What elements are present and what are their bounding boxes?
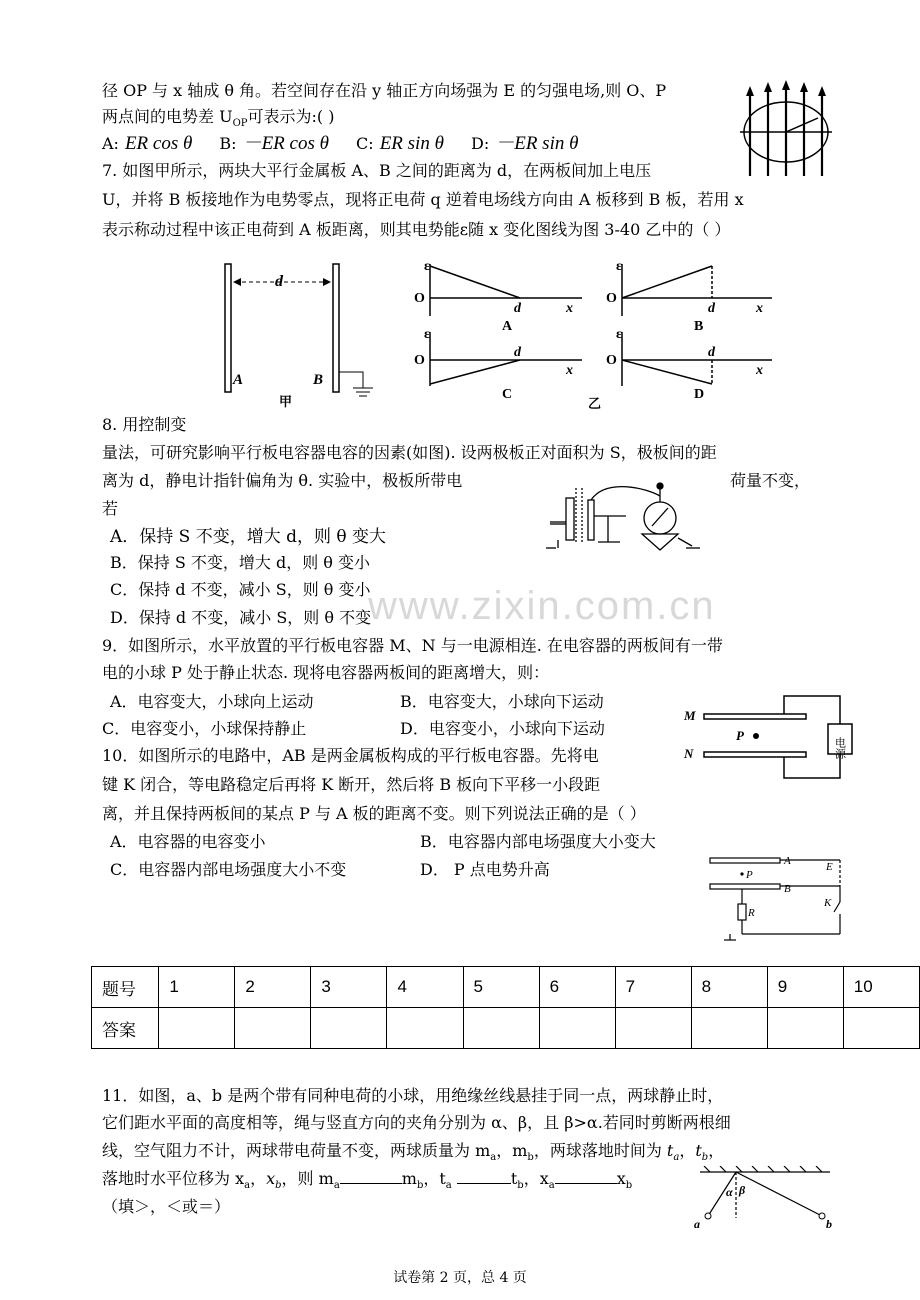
q7-axis-y-c: ε (424, 327, 430, 342)
q10-label-k: K (824, 897, 832, 909)
q6-options: A: ER cos θ B: －ER cos θ C: ER sin θ D: －ER sin θ (102, 133, 579, 154)
q9-source-label: 电源 (833, 737, 847, 759)
q11-blank-time[interactable] (457, 1169, 511, 1184)
q7-axis-y-b: ε (616, 259, 622, 274)
q7-axis-x-b: x (756, 301, 763, 316)
q7-axis-y-d: ε (616, 327, 622, 342)
q11-alpha-label: α (726, 1185, 733, 1199)
q7-caption-right: 乙 (588, 396, 602, 411)
q7-graph-label-a: A (502, 319, 513, 334)
page-footer: 试卷第 2 页，总 4 页 (393, 1270, 527, 1286)
q10-label-r: R (748, 907, 755, 919)
q7-origin-c: O (414, 353, 425, 368)
q10-option-d: D． P 点电势升高 (420, 860, 550, 879)
q11-ball-a-label: a (694, 1217, 700, 1231)
q8-line2: 量法，可研究影响平行板电容器电容的因素(如图). 设两极板正对面积为 S，极板间的距 (102, 443, 717, 462)
q7-d-c: d (514, 345, 521, 360)
q8-option-c: C．保持 d 不变，减小 S，则 θ 变小 (110, 580, 371, 599)
q7-axis-x-d: x (756, 363, 763, 378)
answer-cell[interactable] (615, 1008, 691, 1049)
q10-option-c: C．电容器内部电场强度大小不变 (110, 860, 347, 879)
q11-ball-b-label: b (826, 1217, 832, 1231)
answer-table-cell-number: 9 (767, 967, 843, 1008)
q9-option-c: C．电容变小，小球保持静止 (102, 719, 307, 738)
q6-line1: 径 OP 与 x 轴成 θ 角。若空间存在沿 y 轴正方向场强为 E 的匀强电场,则 O、P (102, 81, 667, 100)
q7-line1: 7. 如图甲所示，两块大平行金属板 A、B 之间的距离为 d，在两板间加上电压 (102, 161, 652, 180)
answer-cell[interactable] (767, 1008, 843, 1049)
q7-axis-x-a: x (566, 301, 573, 316)
q10-line1: 10．如图所示的电路中，AB 是两金属板构成的平行板电容器。先将电 (102, 746, 599, 765)
answer-cell[interactable] (235, 1008, 311, 1049)
answer-cell[interactable] (691, 1008, 767, 1049)
answer-table-cell-number: 8 (691, 967, 767, 1008)
watermark: www.zixin.com.cn (368, 584, 716, 628)
q10-label-p: P (746, 869, 753, 881)
q8-option-a: A．保持 S 不变，增大 d，则 θ 变大 (110, 527, 387, 547)
q10-circuit-figure (700, 848, 850, 946)
q9-line2: 电的小球 P 处于静止状态. 现将电容器两板间的距离增大，则： (102, 663, 550, 682)
q7-gap-label: d (275, 273, 283, 290)
answer-table-cell-number: 6 (539, 967, 615, 1008)
answer-table-row-numbers (92, 967, 920, 1008)
answer-table-header-number: 题号 (92, 967, 159, 1008)
q8-line1: 8. 用控制变 (102, 415, 187, 434)
q7-origin-b: O (606, 291, 617, 306)
q11-line2: 它们距水平面的高度相等，绳与竖直方向的夹角分别为 α、β，且 β>α.若同时剪断两根细 (102, 1113, 731, 1132)
q11-blank-distance[interactable] (555, 1169, 617, 1184)
q10-option-b: B．电容器内部电场强度大小变大 (420, 832, 656, 851)
q9-label-m: M (684, 708, 696, 723)
answer-table-cell-number: 7 (615, 967, 691, 1008)
q11-line1: 11．如图，a、b 是两个带有同种电荷的小球，用绝缘丝线悬挂于同一点，两球静止时， (102, 1086, 724, 1105)
answer-cell[interactable] (159, 1008, 235, 1049)
q10-option-a: A．电容器的电容变小 (110, 832, 266, 851)
q10-label-e: E (826, 861, 833, 873)
q7-graphs-figure (412, 258, 792, 413)
answer-table-cell-number: 3 (311, 967, 387, 1008)
q6-line2: 两点间的电势差 $U_{OP}$可表示为:( ) (102, 107, 335, 130)
q9-capacitor-figure (680, 692, 860, 784)
q7-graph-label-d: D (694, 387, 705, 402)
q11-line3: 线，空气阻力不计，两球带电荷量不变，两球质量为 $m_a$，$m_b$，两球落地时间为 $t_a$，$t_b$， (102, 1141, 725, 1164)
q7-d-a: d (514, 301, 521, 316)
answer-cell[interactable] (463, 1008, 539, 1049)
q7-caption-left: 甲 (279, 395, 293, 408)
q8-electroscope-figure (536, 478, 712, 558)
q11-pendulum-figure (690, 1166, 840, 1232)
answer-table-cell-number: 1 (159, 967, 235, 1008)
answer-table-row-answers (92, 1008, 920, 1049)
q10-line3: 离，并且保持两板间的某点 P 与 A 板的距离不变。则下列说法正确的是（ ） (102, 804, 646, 823)
answer-table-header-answer: 答案 (92, 1008, 159, 1049)
answer-cell[interactable] (539, 1008, 615, 1049)
answer-table-cell-number: 2 (235, 967, 311, 1008)
q10-line2: 键 K 闭合，等电路稳定后再将 K 断开，然后将 B 板向下平移一小段距 (102, 775, 601, 794)
q8-line3: 离为 d，静电计指针偏角为 θ. 实验中，极板所带电 (102, 471, 463, 490)
q8-line4: 若 (102, 499, 119, 518)
q9-label-p: P (736, 728, 744, 743)
answer-table-cell-number: 10 (843, 967, 919, 1008)
q7-d-d: d (708, 345, 715, 360)
q6-field-circle-figure (738, 80, 834, 180)
q8-option-d: D．保持 d 不变，减小 S，则 θ 不变 (110, 608, 372, 627)
q7-line3: 表示称动过程中该正电荷到 A 板距离，则其电势能ε随 x 变化图线为图 3-40 乙中的（ ） (102, 220, 731, 239)
q7-axis-x-c: x (566, 363, 573, 378)
q7-plates-figure (215, 258, 385, 408)
q9-option-a: A．电容变大，小球向上运动 (110, 692, 314, 711)
q9-line1: 9．如图所示，水平放置的平行板电容器 M、N 与一电源相连. 在电容器的两板间有一带 (102, 636, 723, 655)
q10-label-a: A (784, 855, 791, 867)
q7-origin-d: O (606, 353, 617, 368)
answer-cell[interactable] (311, 1008, 387, 1049)
q11-line5: （填＞，＜或＝） (102, 1197, 231, 1216)
q10-label-b: B (784, 883, 791, 895)
q7-graph-label-b: B (694, 319, 704, 334)
answer-table-cell-number: 5 (463, 967, 539, 1008)
answer-table-cell-number: 4 (387, 967, 463, 1008)
q7-origin-a: O (414, 291, 425, 306)
q7-plate-a-label: A (233, 372, 244, 388)
q11-blank-mass[interactable] (340, 1169, 402, 1184)
q7-axis-y-a: ε (424, 259, 430, 274)
answer-cell[interactable] (387, 1008, 463, 1049)
q7-graph-label-c: C (502, 387, 513, 402)
q8-line3-tail: 荷量不变， (730, 471, 811, 490)
q7-line2: U，并将 B 板接地作为电势零点，现将正电荷 q 逆着电场线方向由 A 板移到 B 板，若用 x (102, 190, 744, 209)
q11-line4: 落地时水平位移为 $x_a$，$x_b$，则 $m_a$ $m_b$，$t_a$ $t_b$，$x_a$ $x_b$ (102, 1169, 633, 1192)
q7-plate-b-label: B (313, 372, 324, 388)
q11-beta-label: β (739, 1183, 746, 1197)
answer-cell[interactable] (843, 1008, 919, 1049)
q9-option-b: B．电容变大，小球向下运动 (400, 692, 604, 711)
q9-option-d: D．电容变小，小球向下运动 (400, 719, 605, 738)
q8-option-b: B．保持 S 不变，增大 d，则 θ 变小 (110, 553, 371, 572)
answer-table (91, 966, 920, 1049)
q9-label-n: N (684, 746, 694, 761)
q7-d-b: d (708, 301, 715, 316)
